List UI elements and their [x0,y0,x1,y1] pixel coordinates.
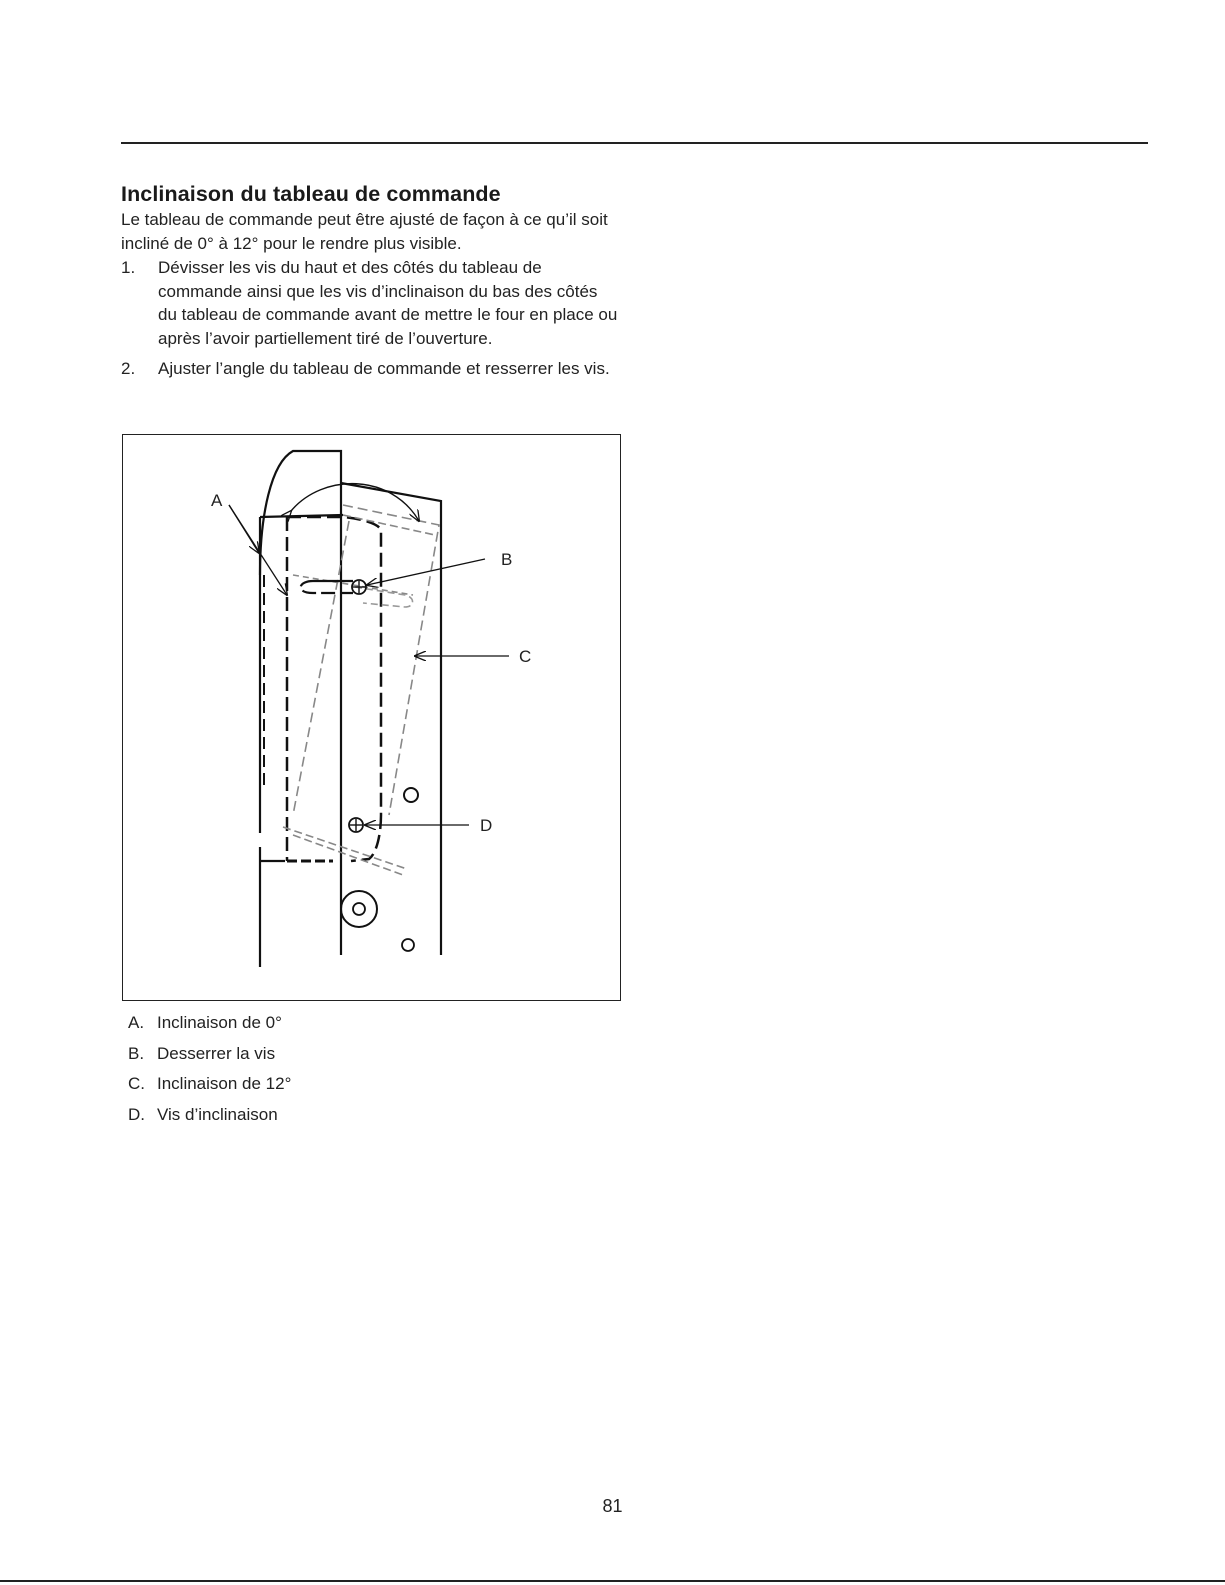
tilt-diagram [122,434,621,1001]
callout-a: A [211,491,223,510]
legend-text: Vis d’inclinaison [157,1104,278,1124]
panel-0-degree [264,517,381,861]
callout-b: B [501,550,513,569]
legend-key: D. [128,1104,145,1124]
steps-list [121,256,621,381]
tilt-section [121,180,621,381]
page-number: 81 [602,1496,623,1516]
legend-key: B. [128,1043,145,1063]
step-item [121,357,621,381]
callout-d: D [480,816,493,835]
loosen-screw [352,580,366,594]
legend-text: Inclinaison de 0° [157,1013,282,1032]
legend-key: A. [128,1013,145,1032]
bottom-rule [0,1580,1225,1582]
tilt-screw [349,818,363,832]
figure-legend [128,1013,291,1125]
legend-text: Inclinaison de 12° [157,1074,292,1093]
section-intro: Le tableau de commande peut être ajusté de façon à ce qu’il soit incliné de 0° à 12° pour le rendre plus visible. [121,210,608,253]
legend-item [128,1074,291,1094]
section-title: Inclinaison du tableau de commande [121,182,501,206]
step-number: 1. [121,258,136,277]
mounting-holes [341,788,418,951]
control-panel-illustration [123,435,620,1000]
callout-c: C [519,647,532,666]
legend-text: Desserrer la vis [157,1043,276,1063]
step-item [121,256,621,350]
legend-key: C. [128,1074,145,1093]
top-rule [121,142,1148,144]
legend-item [128,1044,291,1064]
step-text: Dévisser les vis du haut et des côtés du tableau de commande ainsi que les vis d’inclinaison du bas des côtés du tableau de commande avant de mettre le four en place ou après l’avoir partiellement tiré de l’ouverture. [158,258,618,348]
callout-leaders [229,505,509,825]
step-text: Ajuster l’angle du tableau de commande et resserrer les vis. [158,359,610,378]
legend-item [128,1105,291,1125]
legend-item [128,1013,291,1033]
step-number: 2. [121,359,136,378]
